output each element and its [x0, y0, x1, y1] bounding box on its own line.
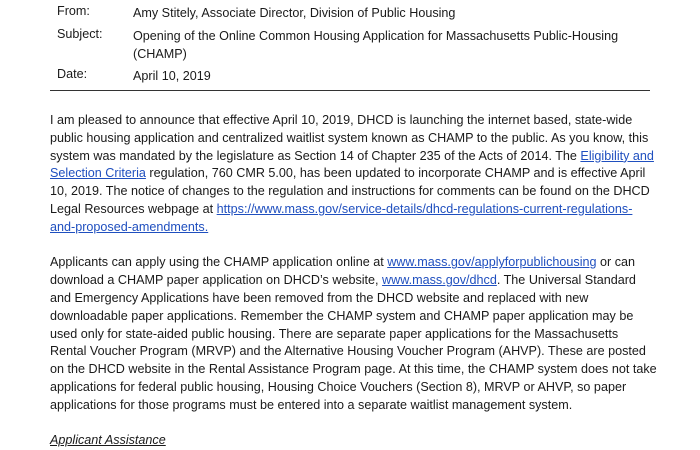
subject-value: Opening of the Online Common Housing Application for Massachusetts Public-Housing (CHAMP)	[133, 29, 619, 61]
date-value: April 10, 2019	[133, 69, 211, 83]
paragraph-how-to-apply	[50, 254, 657, 414]
paragraph-1-text-b: regulation, 760 CMR 5.00, has been updated to incorporate CHAMP and is effective April 10, 2019. The notice of changes to the regulation and instructions for comments can be found on the DHCD Legal Resources webpage at	[50, 166, 650, 216]
apply-for-public-housing-link[interactable]: www.mass.gov/applyforpublichousing	[387, 255, 597, 270]
dhcd-website-link[interactable]: www.mass.gov/dhcd	[382, 273, 497, 288]
section-heading-applicant-assistance: Applicant Assistance	[50, 433, 166, 448]
eligibility-criteria-link[interactable]: Eligibility and Selection Criteria	[50, 148, 654, 181]
subject-label: Subject:	[57, 27, 103, 41]
from-label: From:	[57, 4, 90, 18]
paragraph-2-text-a: Applicants can apply using the CHAMP application online at	[50, 255, 388, 270]
paragraph-champ-launch	[50, 112, 657, 237]
memo-body	[50, 112, 657, 450]
from-value: Amy Stitely, Associate Director, Division of Public Housing	[133, 6, 456, 20]
paragraph-2-text-c: . The Universal Standard and Emergency Applications have been removed from the DHCD website and replaced with new downloadable paper applications. Remember the CHAMP system and CHAMP paper application may be used only for state-aided public housing. There are separate paper applications for the Massachusetts Rental Voucher Program (MRVP) and the Alternative Housing Voucher Program (AHVP). These are posted on the DHCD website in the Rental Assistance Program page. At this time, the CHAMP system does not take applications for federal public housing, Housing Choice Vouchers (Section 8), MRVP or AHVP, so paper applications for those programs must be entered into a separate waitlist management system.	[50, 273, 657, 412]
header-divider	[50, 90, 650, 91]
paragraph-1-text-a: I am pleased to announce that effective April 10, 2019, DHCD is launching the internet based, state-wide public housing application and centralized waitlist system known as CHAMP to the public. As you know, this system was mandated by the legislature as Section 14 of Chapter 235 of the Acts of 2014. The	[50, 113, 649, 163]
date-label: Date:	[57, 67, 88, 81]
dhcd-regulations-link[interactable]: https://www.mass.gov/service-details/dhcd-regulations-current-regulations-and-proposed-amendments.	[50, 201, 633, 234]
paragraph-2-text-b: or can download a CHAMP paper application on DHCD’s website,	[50, 255, 636, 288]
